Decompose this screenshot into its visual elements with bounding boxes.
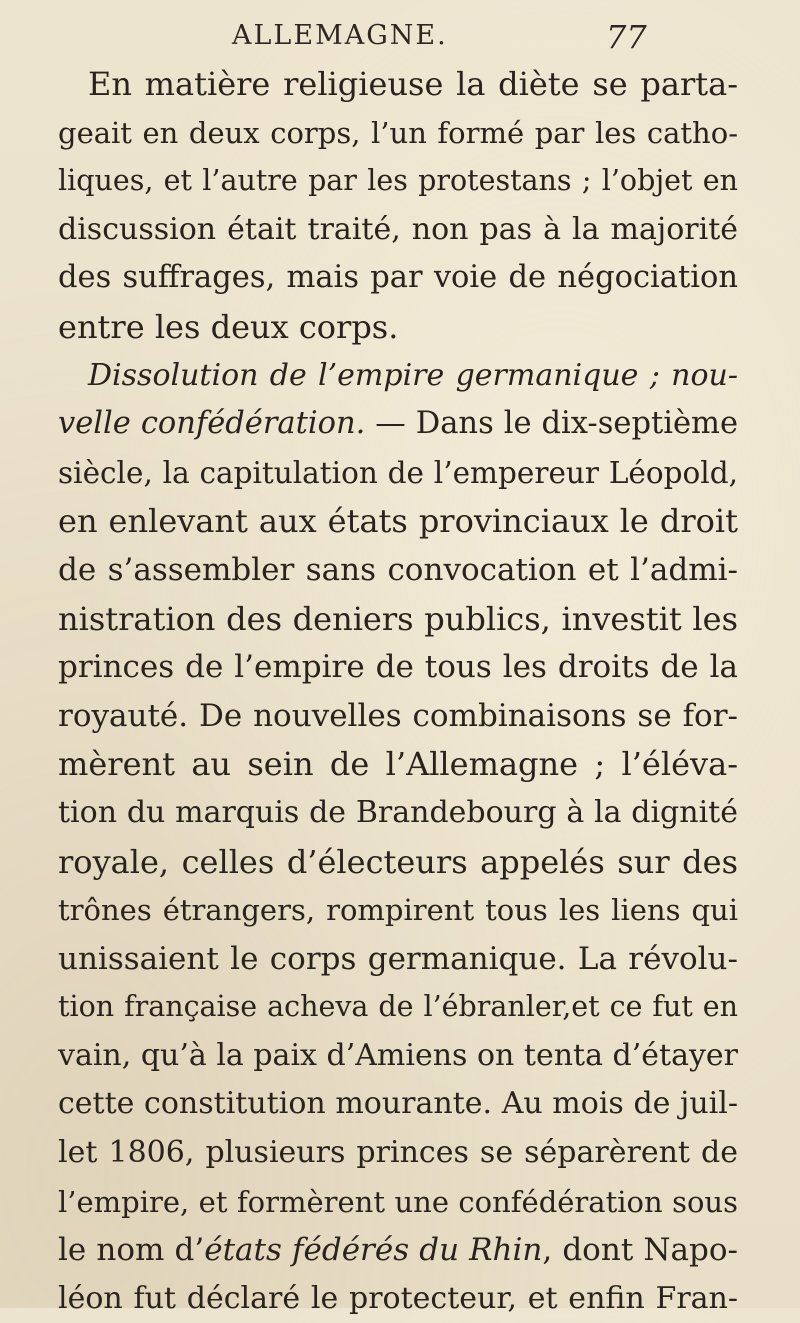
section-heading-continued: velle confédération. (58, 406, 366, 442)
text-line: tion française acheva de l’ébranler,et ce fut en (58, 990, 738, 1024)
page-header (0, 14, 800, 54)
text-line: unissaient le corps germanique. La révolu- (58, 940, 738, 977)
text-line: des suffrages, mais par voie de négociation (58, 260, 738, 296)
text-line: l’empire, et formèrent une confédération sous (58, 1184, 738, 1219)
text-line: geait en deux corps, l’un formé par les catho- (58, 115, 738, 150)
text-line: en enlevant aux états provinciaux le droit (58, 502, 738, 541)
text-line: tion du marquis de Brandebourg à la dignité (58, 794, 738, 830)
text-fragment: , dont Napo- (542, 1232, 738, 1269)
running-title: ALLEMAGNE. (232, 20, 448, 51)
text-line: liques, et l’autre par les protestans ; l’objet en (58, 164, 738, 198)
text-line: cette constitution mourante. Au mois de juil- (58, 1086, 738, 1122)
text-line: léon fut déclaré le protecteur, et enfin Fran- (58, 1280, 738, 1316)
text-line: de s’assembler sans convocation et l’admi- (58, 551, 738, 588)
text-line: nistration des deniers publics, investit les (58, 599, 738, 638)
text-line: mèrent au sein de l’Allemagne ; l’éléva- (58, 745, 738, 784)
text-line: royauté. De nouvelles combinaisons se for- (58, 697, 738, 734)
text-line: entre les deux corps. (58, 307, 399, 346)
text-line: En matière religieuse la diète se parta- (88, 65, 738, 103)
body-text (58, 60, 738, 1323)
text-line: let 1806, plusieurs princes se séparèrent de (58, 1135, 738, 1171)
page-number: 77 (606, 18, 647, 56)
text-line: trônes étrangers, rompirent tous les liens qui (58, 893, 738, 928)
emphasized-term: états fédérés du Rhin (204, 1232, 543, 1269)
text-line: discussion était traité, non pas à la majorité (58, 211, 738, 247)
text-line: royale, celles d’électeurs appelés sur des (58, 842, 738, 881)
section-heading-line: Dissolution de l’empire germanique ; nou- (88, 357, 738, 393)
text-line (58, 1226, 738, 1275)
text-line (58, 400, 738, 449)
text-fragment: — Dans le dix-septième (365, 406, 739, 442)
text-fragment: le nom d’ (58, 1232, 205, 1269)
text-line: princes de l’empire de tous les droits de la (58, 649, 738, 686)
text-line: siècle, la capitulation de l’empereur Léopold, (58, 455, 738, 490)
text-line: vain, qu’à la paix d’Amiens on tenta d’étayer (58, 1037, 738, 1073)
